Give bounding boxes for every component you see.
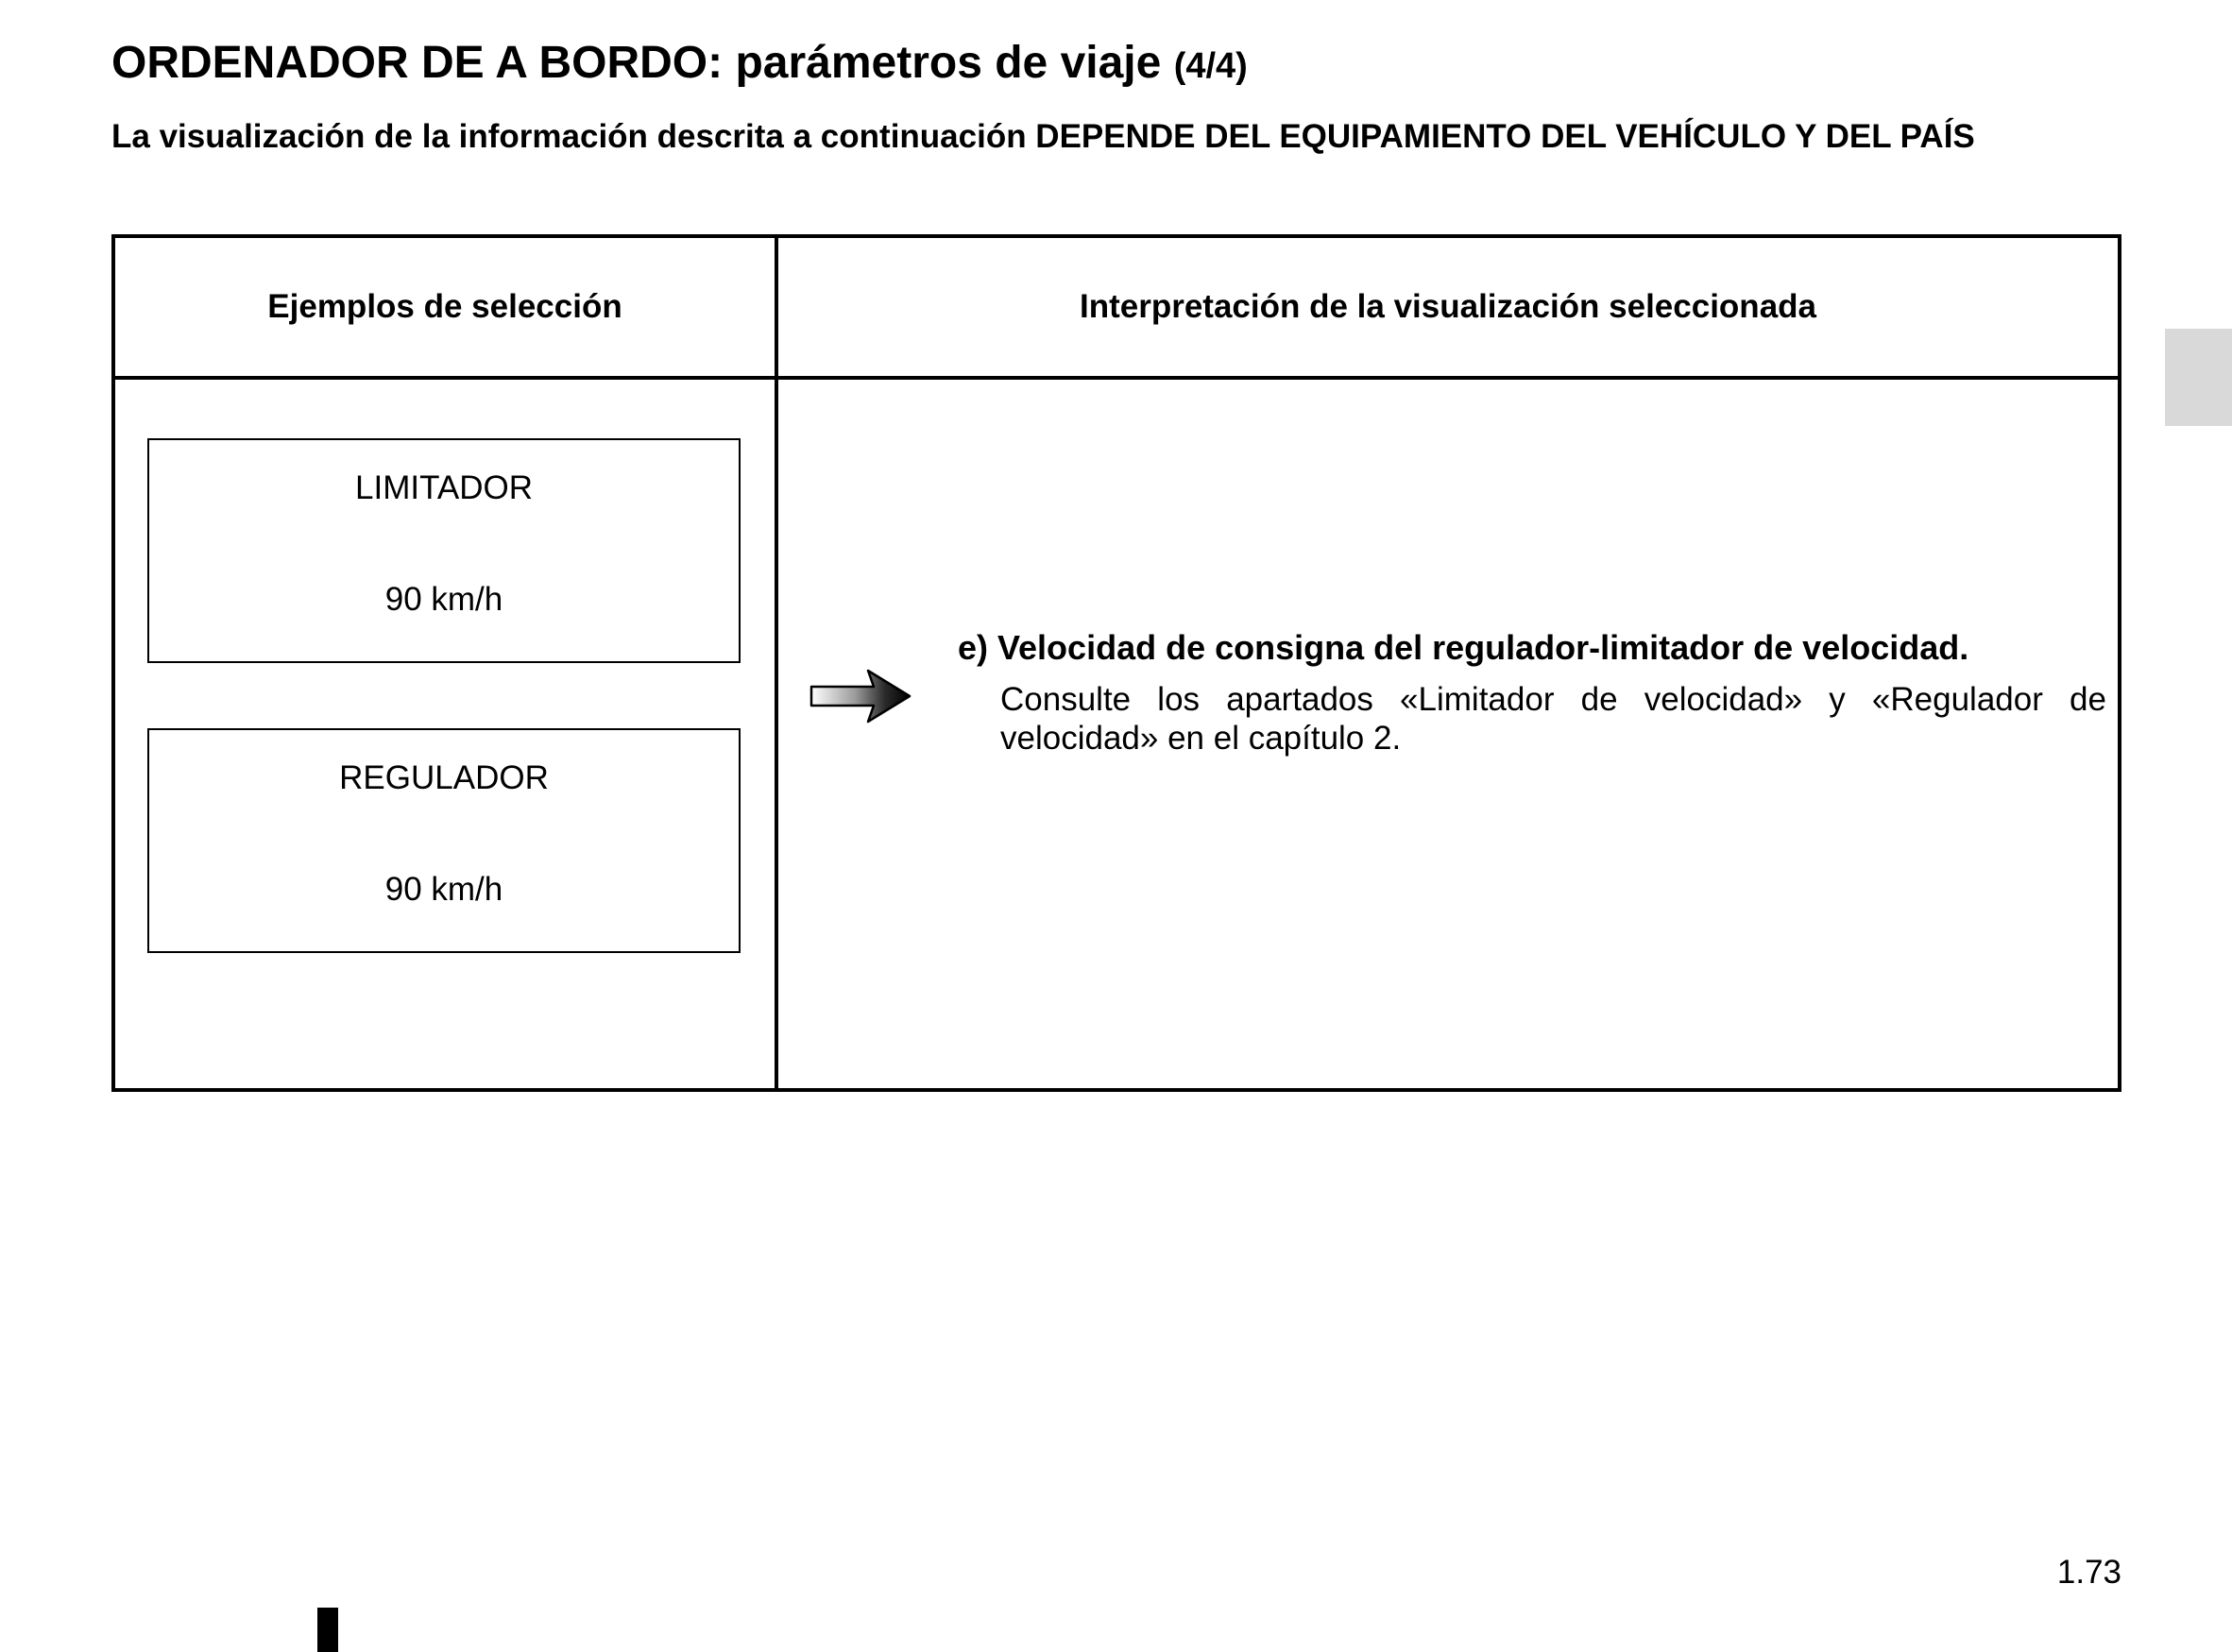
display-speed-value: 90 km/h [384,581,503,618]
header-interpretation: Interpretación de la visualización seleccionada [1079,288,1816,325]
cruise-control-display-example [147,728,741,953]
limiter-display-example [147,438,741,663]
display-speed-value: 90 km/h [384,871,503,908]
selection-table [111,234,2121,1092]
display-mode-label: LIMITADOR [355,469,533,506]
print-mark [317,1608,338,1652]
display-mode-label: REGULADOR [339,759,549,796]
interpretation-block [958,627,2106,758]
interpretation-title: e) Velocidad de consigna del regulador-limitador de velocidad. [958,628,1969,667]
title-text: ORDENADOR DE A BORDO: parámetros de viaje [111,38,1162,88]
chapter-side-tab [2165,329,2232,426]
header-examples: Ejemplos de selección [267,288,622,325]
page-subtitle: La visualización de la información descrita a continuación DEPENDE DEL EQUIPAMIENTO DEL VEHÍCULO Y DEL PAÍS [111,118,1975,155]
page-number: 1.73 [2056,1554,2121,1591]
title-part: (4/4) [1173,46,1248,86]
right-arrow-icon [809,668,913,724]
interpretation-text: Consulte los apartados «Limitador de velocidad» y «Regulador de velocidad» en el capítulo 2. [1000,681,2106,757]
page-title [111,36,1248,94]
header-divider [115,376,2118,380]
